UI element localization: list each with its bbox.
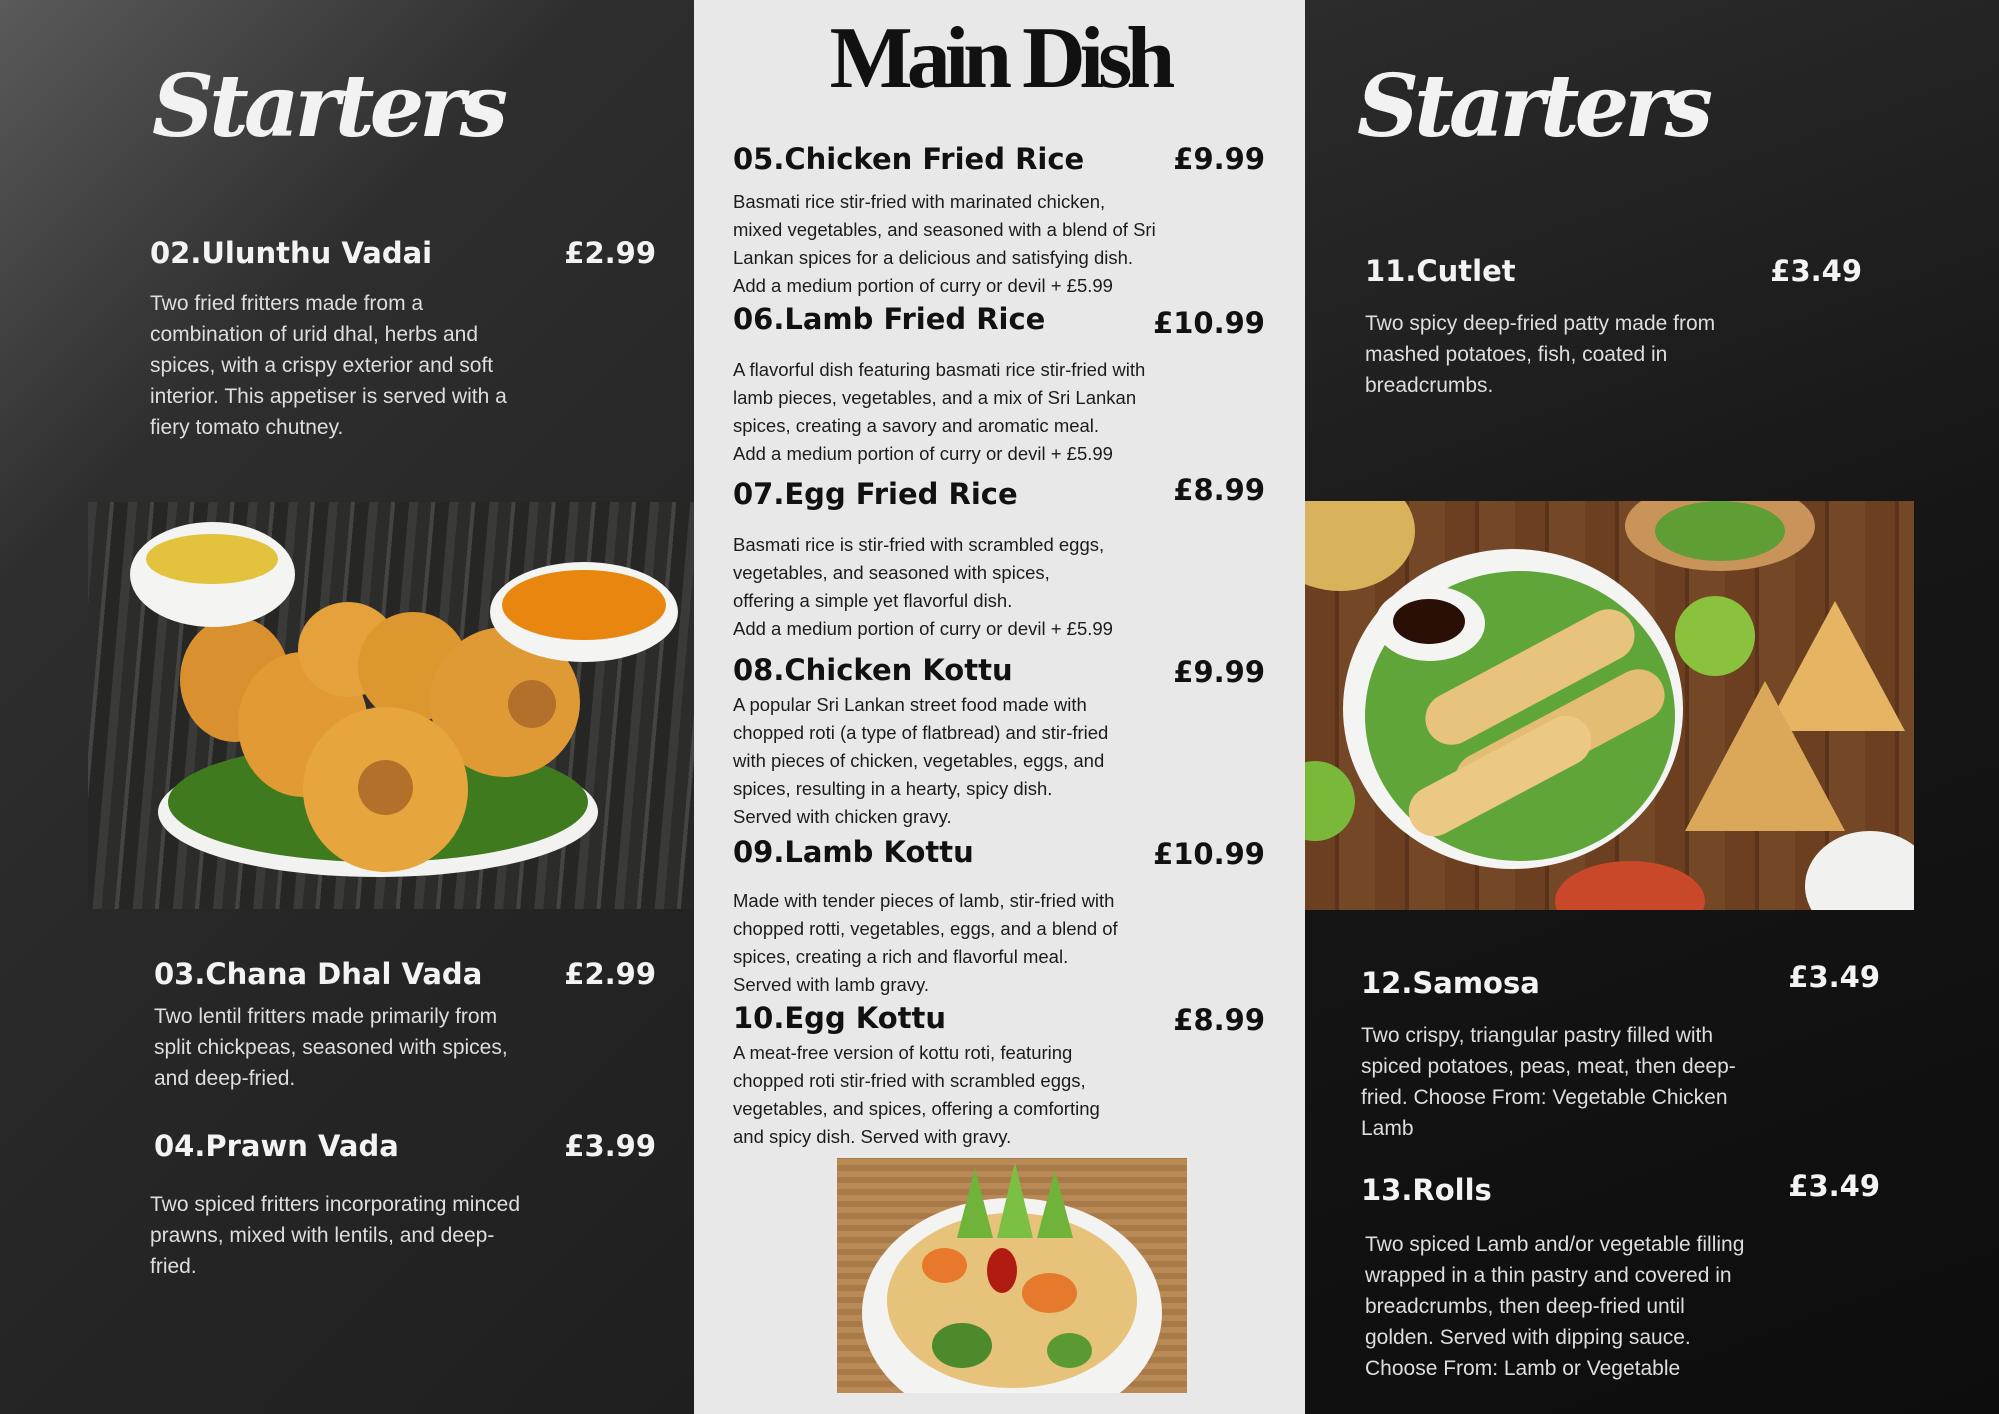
menu-item-chicken-fried-rice bbox=[733, 142, 1265, 300]
item-description: Two lentil fritters made primarily from split chickpeas, seasoned with spices, and deep-fried. bbox=[154, 1005, 508, 1090]
item-name: 13.Rolls bbox=[1361, 1173, 1492, 1207]
item-description: Two spicy deep-fried patty made from mashed potatoes, fish, coated in breadcrumbs. bbox=[1365, 312, 1716, 397]
left-panel-title: Starters bbox=[152, 56, 504, 157]
item-description: Two crispy, triangular pastry filled with spiced potatoes, peas, meat, then deep- fried. Choose From: Vegetable Chicken Lamb bbox=[1361, 1024, 1736, 1140]
item-description: A meat-free version of kottu roti, featuring chopped roti stir-fried with scrambled eggs, vegetables, and spices, offering a comforting and spicy dish. Served with gravy. bbox=[733, 1042, 1100, 1147]
item-price: £3.49 bbox=[1788, 960, 1880, 994]
menu-item-egg-fried-rice bbox=[733, 473, 1265, 643]
item-price: £3.49 bbox=[1770, 254, 1862, 288]
item-price: £3.49 bbox=[1788, 1169, 1880, 1203]
item-name: 07.Egg Fried Rice bbox=[733, 477, 1018, 511]
menu-item-chicken-kottu bbox=[733, 653, 1265, 831]
menu-item-egg-kottu bbox=[733, 1001, 1265, 1151]
item-description: Two spiced Lamb and/or vegetable filling wrapped in a thin pastry and covered in breadcrumbs, then deep-fried until golden. Served with dipping sauce. Choose From: Lamb or Vegetable bbox=[1365, 1233, 1745, 1380]
item-name: 11.Cutlet bbox=[1365, 254, 1516, 288]
item-name: 08.Chicken Kottu bbox=[733, 653, 1013, 687]
item-price: £9.99 bbox=[1173, 655, 1265, 689]
item-name: 10.Egg Kottu bbox=[733, 1001, 947, 1035]
item-description: Made with tender pieces of lamb, stir-fried with chopped rotti, vegetables, eggs, and a blend of spices, creating a rich and flavorful meal. Served with lamb gravy. bbox=[733, 890, 1118, 995]
spring-rolls-samosa-photo bbox=[1305, 501, 1914, 910]
item-description: Basmati rice stir-fried with marinated chicken, mixed vegetables, and seasoned with a blend of Sri Lankan spices for a delicious and satisfying dish. Add a medium portion of curry or devil + £5.99 bbox=[733, 191, 1156, 296]
menu-item-samosa bbox=[1361, 960, 1880, 1144]
item-price: £10.99 bbox=[1153, 306, 1265, 340]
menu-item-chana-dhal-vada bbox=[154, 957, 656, 1094]
item-name: 02.Ulunthu Vadai bbox=[150, 236, 433, 270]
right-panel-title: Starters bbox=[1357, 56, 1709, 157]
item-description: Two fried fritters made from a combination of urid dhal, herbs and spices, with a crispy exterior and soft interior. This appetiser is served with a fiery tomato chutney. bbox=[150, 292, 507, 439]
item-price: £8.99 bbox=[1173, 473, 1265, 507]
item-description: Basmati rice is stir-fried with scrambled eggs, vegetables, and seasoned with spices, offering a simple yet flavorful dish. Add a medium portion of curry or devil + £5.99 bbox=[733, 534, 1113, 639]
item-name: 06.Lamb Fried Rice bbox=[733, 302, 1046, 336]
item-price: £10.99 bbox=[1153, 837, 1265, 871]
vada-food-photo bbox=[88, 502, 694, 909]
menu-item-rolls bbox=[1361, 1169, 1880, 1384]
item-description: Two spiced fritters incorporating minced prawns, mixed with lentils, and deep- fried. bbox=[150, 1193, 520, 1278]
item-price: £2.99 bbox=[564, 957, 656, 991]
menu-item-prawn-vada bbox=[150, 1129, 656, 1282]
item-name: 12.Samosa bbox=[1361, 966, 1540, 1000]
item-price: £9.99 bbox=[1173, 142, 1265, 176]
item-price: £2.99 bbox=[564, 236, 656, 270]
menu-item-ulunthu-vadai bbox=[150, 236, 656, 443]
main-dish-title: Main Dish bbox=[829, 10, 1170, 107]
menu-item-cutlet bbox=[1365, 254, 1862, 401]
item-price: £8.99 bbox=[1173, 1003, 1265, 1037]
item-name: 09.Lamb Kottu bbox=[733, 835, 974, 869]
item-name: 04.Prawn Vada bbox=[154, 1129, 399, 1163]
menu-item-lamb-fried-rice bbox=[733, 302, 1265, 468]
item-name: 03.Chana Dhal Vada bbox=[154, 957, 483, 991]
fried-rice-food-photo bbox=[837, 1158, 1187, 1393]
item-description: A popular Sri Lankan street food made with chopped roti (a type of flatbread) and stir-fried with pieces of chicken, vegetables, eggs, and spices, resulting in a hearty, spicy dish. Served with chicken gravy. bbox=[733, 694, 1109, 827]
item-description: A flavorful dish featuring basmati rice stir-fried with lamb pieces, vegetables, and a mix of Sri Lankan spices, creating a savory and aromatic meal. Add a medium portion of curry or devil + £5.99 bbox=[733, 359, 1146, 464]
item-price: £3.99 bbox=[564, 1129, 656, 1163]
menu-item-lamb-kottu bbox=[733, 835, 1265, 999]
item-name: 05.Chicken Fried Rice bbox=[733, 142, 1085, 176]
